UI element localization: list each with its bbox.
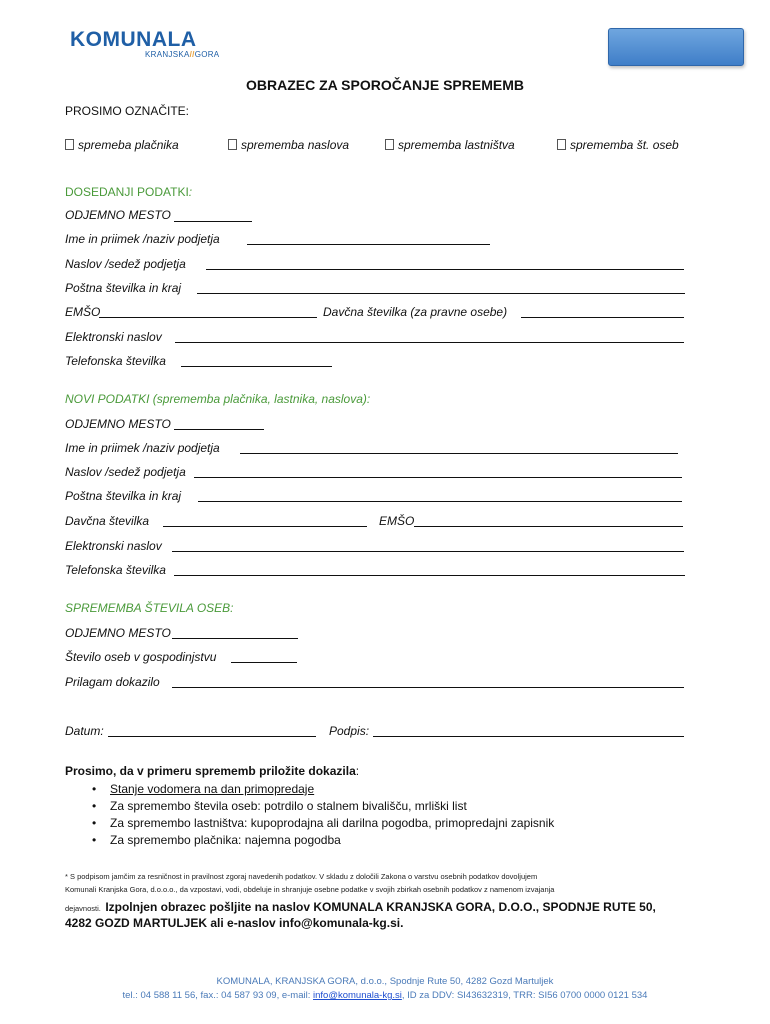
checkbox-label: sprememba naslova	[241, 138, 350, 152]
list-item: • Za spremembo števila oseb: potrdilo o stalnem bivališču, mrliški list	[92, 798, 554, 815]
new-naslov-field[interactable]	[194, 477, 682, 478]
old-naslov-label: Naslov /sedež podjetja	[65, 257, 186, 271]
new-ime-field[interactable]	[240, 453, 678, 454]
new-odjemno-label: ODJEMNO MESTO	[65, 417, 171, 431]
list-item: • Za spremembo lastništva: kupoprodajna ali darilna pogodba, primopredajni zapisnik	[92, 815, 554, 832]
logo-sub-left: KRANJSKA	[145, 50, 190, 59]
podpis-label: Podpis:	[329, 724, 370, 738]
disclaimer-line3-start: dejavnosti.	[65, 904, 101, 913]
old-davcna-label: Davčna številka (za pravne osebe)	[323, 305, 508, 319]
page-title: OBRAZEC ZA SPOROČANJE SPREMEMB	[246, 77, 524, 93]
old-telefon-field[interactable]	[181, 366, 332, 367]
evidence-heading-colon: :	[355, 764, 360, 778]
datum-label: Datum:	[65, 724, 104, 738]
new-odjemno-field[interactable]	[174, 429, 264, 430]
old-email-label: Elektronski naslov	[65, 330, 162, 344]
persons-odjemno-label: ODJEMNO MESTO	[65, 626, 171, 640]
checkbox-address[interactable]	[228, 138, 349, 152]
section-new-heading: NOVI PODATKI (sprememba plačnika, lastnika, naslova):	[65, 392, 371, 406]
section-old-heading	[65, 183, 192, 201]
new-ime-label: Ime in priimek /naziv podjetja	[65, 441, 220, 455]
new-davcna-label: Davčna številka	[65, 514, 150, 528]
checkbox-label: sprememba lastništva	[398, 138, 515, 152]
disclaimer-line2: Komunali Kranjska Gora, d.o.o.o., da vzpostavi, vodi, obdeluje in shranjuje osebne podatke v svojih zbirkah osebnih podatkov z namenom izvajanja	[65, 885, 555, 894]
old-davcna-field[interactable]	[521, 317, 684, 318]
logo-wordmark: KOMUNALA	[70, 28, 197, 51]
checkbox-ownership[interactable]	[385, 138, 515, 152]
footer-email-link[interactable]: info@komunala-kg.si	[313, 990, 402, 1001]
old-telefon-label: Telefonska številka	[65, 354, 166, 368]
checkbox-label: spremeba plačnika	[78, 138, 179, 152]
section-old-heading-text: DOSEDANJI PODATKI	[65, 185, 189, 199]
new-emso-field[interactable]	[414, 526, 683, 527]
old-emso-field[interactable]	[99, 317, 317, 318]
evidence-heading	[65, 764, 359, 778]
new-naslov-label: Naslov /sedež podjetja	[65, 465, 186, 479]
checkbox-persons[interactable]	[557, 138, 679, 152]
mark-prompt: PROSIMO OZNAČITE:	[65, 104, 190, 118]
podpis-field[interactable]	[373, 736, 684, 737]
new-emso-label: EMŠO	[379, 514, 415, 528]
logo-sub-right: GORA	[194, 50, 220, 59]
header-blue-box	[608, 28, 744, 66]
checkbox-icon[interactable]	[228, 139, 237, 150]
disclaimer-line3	[65, 898, 656, 916]
old-odjemno-field[interactable]	[174, 221, 252, 222]
persons-dokazilo-label: Prilagam dokazilo	[65, 675, 160, 689]
persons-stevilo-field[interactable]	[231, 662, 297, 663]
footer-contact-suffix: , ID za DDV: SI43632319, TRR: SI56 0700 0000 0121 534	[401, 990, 648, 1001]
instruction-part1: Izpolnjen obrazec pošljite na naslov KOMUNALA KRANJSKA GORA, D.O.O., SPODNJE RUTE 50,	[105, 900, 656, 914]
datum-field[interactable]	[108, 736, 316, 737]
old-emso-label: EMŠO	[65, 305, 101, 319]
instruction-part2: 4282 GOZD MARTULJEK ali e-naslov info@komunala-kg.si.	[65, 916, 404, 930]
old-posta-field[interactable]	[197, 293, 685, 294]
disclaimer-line1: * S podpisom jamčim za resničnost in pravilnost zgoraj navedenih podatkov. V skladu z določili Zakona o varstvu osebnih podatkov dovoljujem	[65, 872, 538, 881]
checkbox-icon[interactable]	[385, 139, 394, 150]
new-email-label: Elektronski naslov	[65, 539, 162, 553]
persons-odjemno-field[interactable]	[172, 638, 298, 639]
new-email-field[interactable]	[172, 551, 684, 552]
old-posta-label: Poštna številka in kraj	[65, 281, 182, 295]
section-old-heading-colon: :	[188, 185, 193, 199]
footer-contact-prefix: tel.: 04 588 11 56, fax.: 04 587 93 09, e-mail:	[122, 990, 314, 1001]
new-posta-field[interactable]	[198, 501, 682, 502]
checkbox-icon[interactable]	[65, 139, 74, 150]
persons-stevilo-label: Število oseb v gospodinjstvu	[65, 650, 217, 664]
list-item: • Za spremembo plačnika: najemna pogodba	[92, 832, 554, 849]
checkbox-label: sprememba št. oseb	[570, 138, 679, 152]
section-persons-heading: SPREMEMBA ŠTEVILA OSEB:	[65, 601, 234, 615]
new-davcna-field[interactable]	[163, 526, 367, 527]
new-posta-label: Poštna številka in kraj	[65, 489, 182, 503]
evidence-item-text: Stanje vodomera na dan primopredaje	[110, 782, 315, 796]
checkbox-payer[interactable]	[65, 138, 179, 152]
logo-subtitle	[145, 50, 219, 59]
old-ime-label: Ime in priimek /naziv podjetja	[65, 232, 220, 246]
old-ime-field[interactable]	[247, 244, 490, 245]
old-odjemno-label: ODJEMNO MESTO	[65, 208, 171, 222]
new-telefon-field[interactable]	[174, 575, 685, 576]
new-telefon-label: Telefonska številka	[65, 563, 166, 577]
list-item	[92, 781, 554, 798]
evidence-list	[92, 781, 554, 849]
logo-slash-icon: //	[189, 50, 195, 59]
checkbox-icon[interactable]	[557, 139, 566, 150]
persons-dokazilo-field[interactable]	[172, 687, 684, 688]
footer-address: KOMUNALA, KRANJSKA GORA, d.o.o., Spodnje Rute 50, 4282 Gozd Martuljek	[216, 976, 554, 987]
old-email-field[interactable]	[175, 342, 684, 343]
old-naslov-field[interactable]	[206, 269, 684, 270]
evidence-heading-text: Prosimo, da v primeru sprememb priložite dokazila	[65, 764, 356, 778]
footer-contact	[0, 990, 770, 1001]
